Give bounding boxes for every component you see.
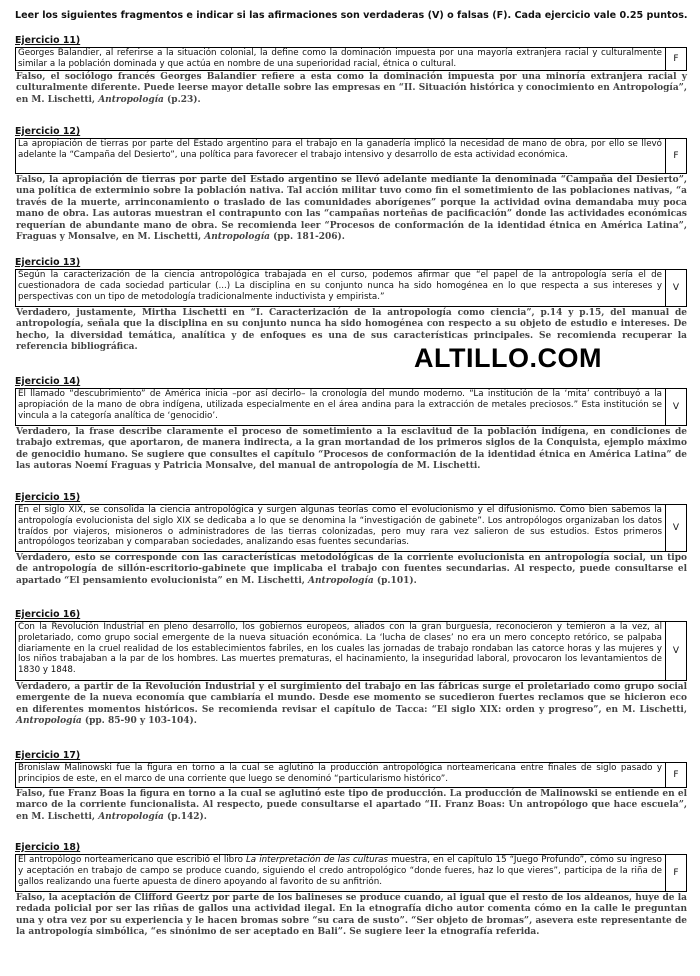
answer-cell: F <box>665 855 686 891</box>
exercise-title: Ejercicio 18) <box>15 842 81 853</box>
statement-text: Con la Revolución Industrial en pleno desarrollo, los gobiernos europeos, aliados con la gran burguesía, reconocieron y temieron a la vez, al proletariado, como grupo social emergente de la nueva situación económica. La ‘lucha de clases’ no era un mero concepto retórico, se palpaba diariamente en la cruel realidad de los establecimientos fabriles, en los cuales las jornadas de trabajo rondaban las catorce horas y las mujeres y los niños trabajaban a la par de los hombres. Las muertes prematuras, el hacinamiento, la inseguridad laboral, provocaron los levantamientos de 1830 y 1848. <box>18 622 662 676</box>
answer-cell: V <box>665 270 686 306</box>
statement-box <box>15 504 687 552</box>
feedback-text: Verdadero, a partir de la Revolución Industrial y el surgimiento del trabajo en las fábricas surge el proletariado como grupo social emergente de la nueva economía que cambiaría el mundo. Desde ese momento se sucedieron fuertes reclamos que se hicieron eco en diferentes momentos históricos. Se recomienda revisar el capítulo de Tacca: “El siglo XIX: orden y progreso”, en M. Lischetti, Antropología (pp. 85-90 y 103-104). <box>16 682 687 727</box>
statement-box <box>15 269 687 307</box>
watermark-logo: ALTILLO.COM <box>414 343 602 373</box>
statement-text: La apropiación de tierras por parte del Estado argentino para el trabajo en la ganadería implicó la necesidad de mano de obra, por ello se llevó adelante la “Campaña del Desierto”, una política para favorecer el trabajo intensivo y desarrollo de esta actividad económica. <box>18 139 662 160</box>
statement-box <box>15 854 687 892</box>
statement-box <box>15 621 687 681</box>
statement-box <box>15 388 687 426</box>
statement-box <box>15 47 687 71</box>
statement-text: Bronislaw Malinowski fue la figura en torno a la cual se aglutinó la producción antropológica norteamericana entre finales de siglo pasado y principios de este, en el marco de una corriente que luego se denominó “particularismo histórico”. <box>18 763 662 784</box>
answer-cell: F <box>665 763 686 787</box>
feedback-text: Falso, la apropiación de tierras por parte del Estado argentino se llevó adelante mediante la denominada “Campaña del Desierto”, una política de exterminio sobre la población nativa. Tal acción militar tuvo como fin el sometimiento de las poblaciones nativas, “a través de la muerte, arrinconamiento o traslado de las comunidades aborígenes” porque la actividad ovina demandaba muy poca mano de obra. Las autoras muestran el contrapunto con las “campañas norteñas de pacificación” donde las actividades económicas requerían de abundante mano de obra. Se recomienda leer “Procesos de conformación de la identidad étnica en América Latina”, Fraguas y Monsalve, en M. Lischetti, Antropología (pp. 181-206). <box>16 175 687 243</box>
statement-box <box>15 138 687 174</box>
exercise-13 <box>15 257 687 354</box>
exercise-title: Ejercicio 13) <box>15 257 81 268</box>
instructions: Leer los siguientes fragmentos e indicar si las afirmaciones son verdaderas (V) o falsas (F). Cada ejercicio vale 0.25 puntos. <box>15 10 688 21</box>
exercise-17 <box>15 750 687 823</box>
feedback-text: Falso, la aceptación de Clifford Geertz por parte de los balineses se produce cuando, al igual que el resto de los aldeanos, huye de la redada policial por ser las riñas de gallos una actividad ilegal. En la etnografía dicho autor comenta cómo en la calle le preguntan una y otra vez por su experiencia y le hacen bromas sobre “su cara de susto”. “Ser objeto de bromas”, asevera este representante de la antropología simbólica, “es sinónimo de ser aceptado en Bali”. Se sugiere leer la etnografía referida. <box>16 893 687 938</box>
exercise-title: Ejercicio 16) <box>15 609 81 620</box>
exercise-14 <box>15 376 687 473</box>
statement-text: Según la caracterización de la ciencia antropológica trabajada en el curso, podemos afirmar que “el papel de la antropología sería el de cuestionadora de cada sociedad particular (...) La disciplina en su conjunto nunca ha sido homogénea en lo que respecta a sus intereses y perspectivas con un tipo de metodología tradicionalmente inductivista y empirista.” <box>18 270 662 302</box>
statement-text: En el siglo XIX, se consolida la ciencia antropológica y surgen algunas teorías como el evolucionismo y el difusionismo. Como bien sabemos la antropología evolucionista del siglo XIX se dedicaba a lo que se denomina la “investigación de gabinete”. Los antropólogos organizaban los datos traídos por viajeros, misioneros o administradores de las tierras colonizadas, pero muy rara vez salieron de sus estudios. Estos primeros antropólogos teorizaban y comparaban sociedades, analizando esas fuentes secundarias. <box>18 505 662 548</box>
exercise-16 <box>15 609 687 728</box>
exercise-title: Ejercicio 11) <box>15 35 81 46</box>
answer-cell: F <box>665 139 686 173</box>
feedback-text: Verdadero, justamente, Mirtha Lischetti en “I. Caracterización de la antropología como ciencia”, p.14 y p.15, del manual de antropología, señala que la disciplina en su conjunto nunca ha sido homogénea con respecto a su objeto de estudio e intereses. De hecho, la diversidad temática, analítica y de enfoques es una de sus características principales. Se recomienda recuperar la referencia bibliográfica. <box>16 308 687 353</box>
statement-text: El antropólogo norteamericano que escribió el libro La interpretación de las culturas muestra, en el capítulo 15 “Juego Profundo”, cómo su ingreso y aceptación en trabajo de campo se produce cuando, siguiendo el credo antropológico “donde fueres, haz lo que vieres”, participa de la riña de gallos realizando una fuerte apuesta de dinero apoyando al favorito de su anfitrión. <box>18 855 662 887</box>
feedback-text: Verdadero, esto se corresponde con las características metodológicas de la corriente evolucionista en antropología social, un tipo de antropología de sillón-escritorio-gabinete que implicaba el trabajo con fuentes secundarias. Al respecto, puede consultarse el apartado “El pensamiento evolucionista” en M. Lischetti, Antropología (p.101). <box>16 553 687 586</box>
feedback-text: Falso, el sociólogo francés Georges Balandier refiere a esta como la dominación impuesta por una minoría extranjera racial y culturalmente diferente. Puede leerse mayor detalle sobre las empresas en “II. Situación histórica y conocimiento en Antropología”, en M. Lischetti, Antropología (p.23). <box>16 72 687 105</box>
statement-text: El llamado “descubrimiento” de América inicia –por así decirlo– la cronología del mundo moderno. “La institución de la ‘mita’ contribuyó a la apropiación de la mano de obra indígena, utilizada especialmente en el área andina para la extracción de metales preciosos.” Esta institución se vincula a la categoría analítica de ‘genocidio’. <box>18 389 662 421</box>
exercise-12 <box>15 126 687 243</box>
exercise-title: Ejercicio 12) <box>15 126 81 137</box>
statement-text: Georges Balandier, al referirse a la situación colonial, la define como la dominación impuesta por una mayoría extranjera racial y culturalmente similar a la población dominada y que actúa en nombre de una superioridad racial, étnica o cultural. <box>18 48 662 69</box>
exercise-18 <box>15 842 687 939</box>
exercise-title: Ejercicio 15) <box>15 492 81 503</box>
answer-cell: V <box>665 389 686 425</box>
exercise-11 <box>15 35 687 106</box>
answer-cell: V <box>665 505 686 551</box>
answer-cell: V <box>665 622 686 680</box>
exercise-title: Ejercicio 14) <box>15 376 81 387</box>
statement-box <box>15 762 687 788</box>
feedback-text: Falso, fue Franz Boas la figura en torno a la cual se aglutinó este tipo de producción. La producción de Malinowski se entiende en el marco de la corriente funcionalista. Al respecto, puede consultarse el apartado “II. Franz Boas: Un antropólogo que hace escuela”, en M. Lischetti, Antropología (p.142). <box>16 789 687 822</box>
feedback-text: Verdadero, la frase describe claramente el proceso de sometimiento a la esclavitud de la población indígena, en condiciones de trabajo extremas, que aportaron, de manera indirecta, a la gran mortandad de los primeros siglos de la Conquista, ejemplo máximo de genocidio humano. Se sugiere que consultes el capítulo “Procesos de conformación de la identidad étnica en América Latina” de las autoras Noemí Fraguas y Patricia Monsalve, del manual de antropología de M. Lischetti. <box>16 427 687 472</box>
answer-cell: F <box>665 48 686 70</box>
exercise-title: Ejercicio 17) <box>15 750 81 761</box>
exercise-15 <box>15 492 687 587</box>
